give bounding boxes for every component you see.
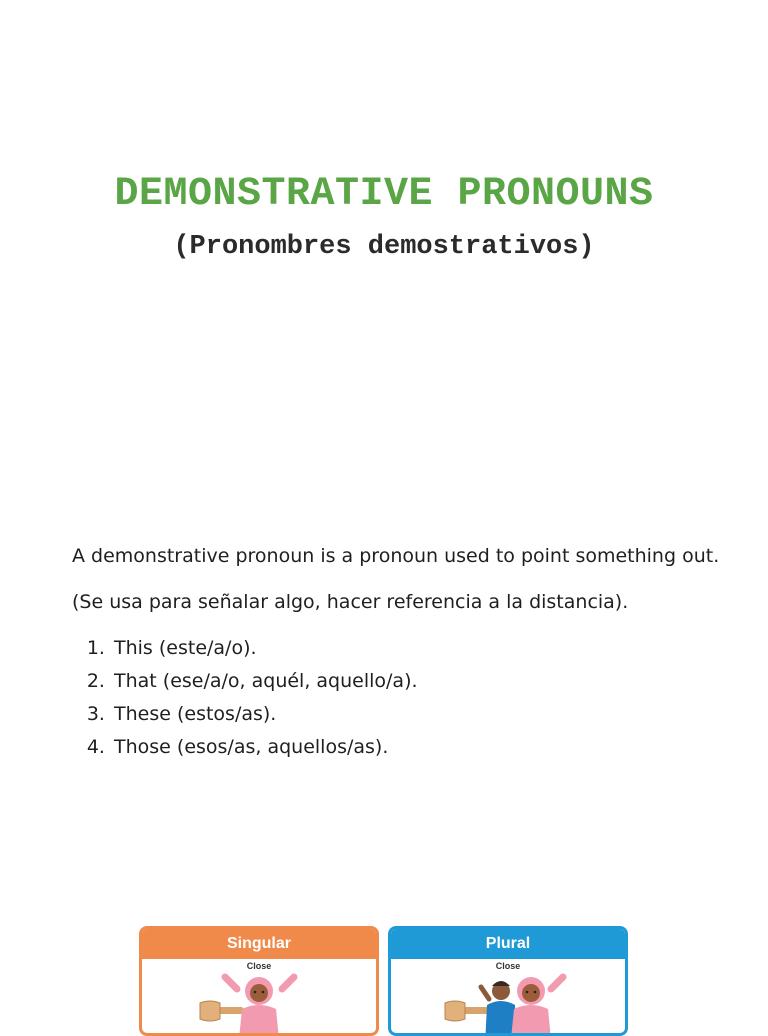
pronoun-list — [72, 632, 722, 764]
page-title: DEMONSTRATIVE PRONOUNS — [114, 172, 654, 217]
list-item: 3. These (estos/as). — [111, 698, 722, 731]
list-item: 2. That (ese/a/o, aquél, aquello/a). — [111, 665, 722, 698]
pointing-hand-icon — [200, 1001, 244, 1021]
singular-card-label: Close — [246, 961, 272, 971]
page-subtitle: (Pronombres demostrativos) — [173, 232, 595, 262]
plural-card-heading: Plural — [391, 929, 625, 959]
singular-card — [139, 926, 379, 1036]
list-item: 4. Those (esos/as, aquellos/as). — [111, 731, 722, 764]
intro-paragraph: A demonstrative pronoun is a pronoun used to point something out. — [72, 545, 720, 567]
girl-figure-icon — [510, 977, 563, 1036]
plural-card — [388, 926, 628, 1036]
body-text — [72, 540, 722, 764]
girl-figure-icon — [225, 977, 294, 1036]
pointing-hand-icon — [445, 1001, 489, 1021]
note-paragraph: (Se usa para señalar algo, hacer referencia a la distancia). — [72, 591, 629, 613]
singular-card-heading: Singular — [142, 929, 376, 959]
children-pointing-illustration — [391, 969, 628, 1036]
plural-card-label: Close — [495, 961, 521, 971]
list-item: 1. This (este/a/o). — [111, 632, 722, 665]
girl-pointing-illustration — [142, 969, 379, 1036]
